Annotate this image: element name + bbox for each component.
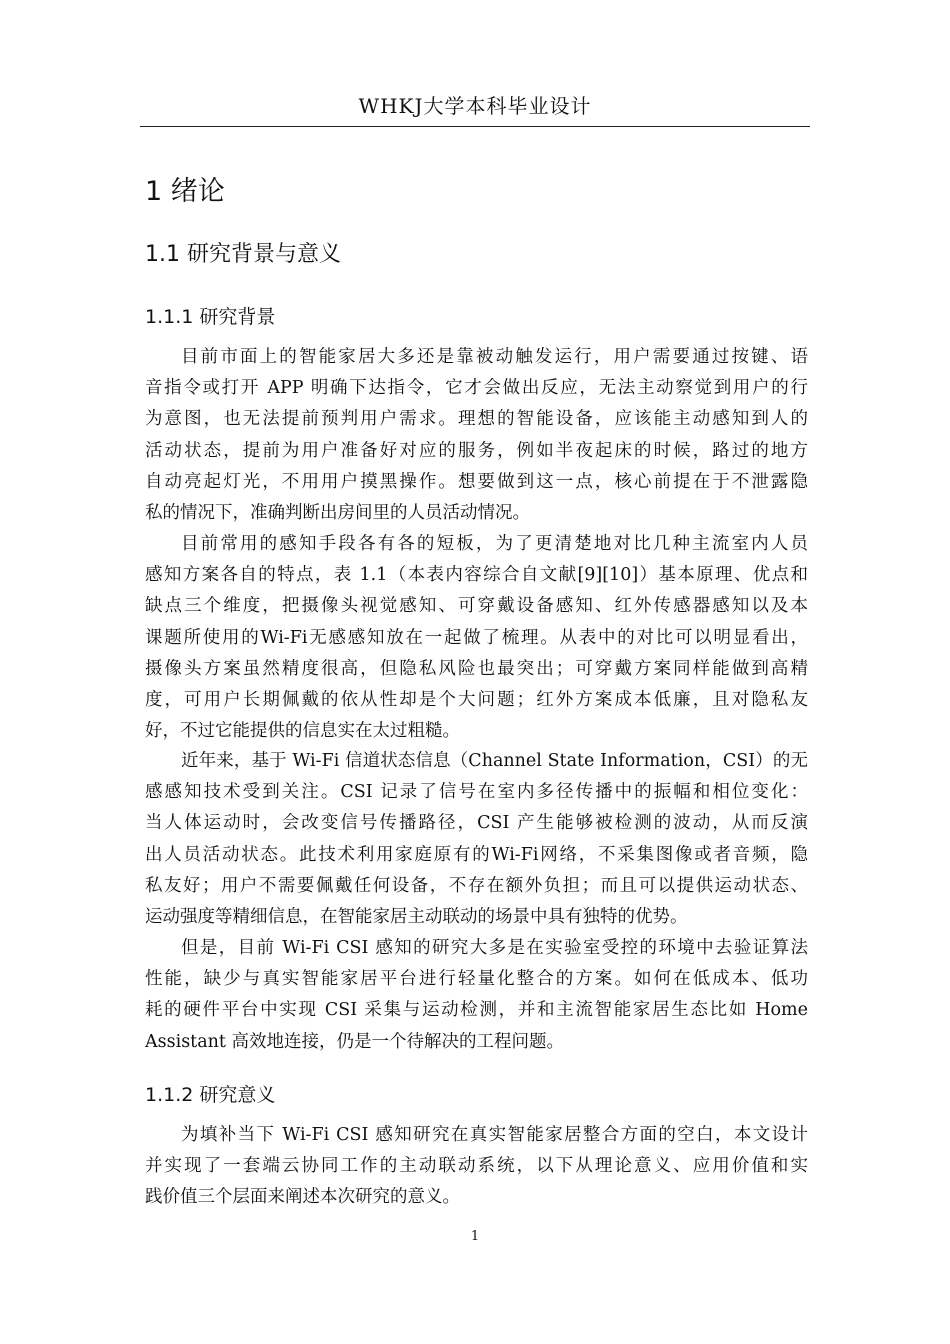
text-line: 并实现了一套端云协同工作的主动联动系统，以下从理论意义、应用价值和实 bbox=[145, 1156, 808, 1177]
paragraph-background-2 bbox=[145, 529, 808, 747]
text-line: 摄像头方案虽然精度很高，但隐私风险也最突出；可穿戴方案同样能做到高精 bbox=[145, 658, 808, 679]
text-line: 目前常用的感知手段各有各的短板，为了更清楚地对比几种主流室内人员 bbox=[181, 534, 808, 554]
text-line: 当人体运动时，会改变信号传播路径，CSI 产生能够被检测的波动，从而反演 bbox=[145, 813, 808, 834]
chapter-title: 1 绪论 bbox=[145, 176, 225, 207]
section-title: 1.1 研究背景与意义 bbox=[145, 242, 341, 267]
paragraph-significance-1 bbox=[145, 1120, 808, 1214]
text-line: 课题所使用的Wi-Fi无感感知放在一起做了梳理。从表中的对比可以明显看出， bbox=[145, 627, 808, 648]
paragraph-background-3 bbox=[145, 746, 808, 933]
subsection-title-significance: 1.1.2 研究意义 bbox=[145, 1084, 276, 1106]
text-line: 好，不过它能提供的信息实在太过粗糙。 bbox=[145, 721, 460, 742]
text-line: 但是，目前 Wi-Fi CSI 感知的研究大多是在实验室受控的环境中去验证算法 bbox=[181, 938, 808, 958]
text-line: 耗的硬件平台中实现 CSI 采集与运动检测，并和主流智能家居生态比如 Home bbox=[145, 1000, 808, 1021]
text-line: 为填补当下 Wi-Fi CSI 感知研究在真实智能家居整合方面的空白，本文设计 bbox=[181, 1125, 808, 1145]
paragraph-background-1 bbox=[145, 342, 808, 529]
text-line: 自动亮起灯光，不用用户摸黑操作。想要做到这一点，核心前提在于不泄露隐 bbox=[145, 471, 808, 492]
header-title: WHKJ大学本科毕业设计 bbox=[358, 94, 592, 118]
text-line: 活动状态，提前为用户准备好对应的服务，例如半夜起床的时候，路过的地方 bbox=[145, 440, 808, 461]
text-line: 私的情况下，准确判断出房间里的人员活动情况。 bbox=[145, 502, 530, 523]
text-line: 出人员活动状态。此技术利用家庭原有的Wi-Fi网络，不采集图像或者音频，隐 bbox=[145, 844, 808, 865]
text-line: 音指令或打开 APP 明确下达指令，它才会做出反应，无法主动察觉到用户的行 bbox=[145, 378, 808, 399]
subsection-title-background: 1.1.1 研究背景 bbox=[145, 306, 276, 328]
text-line: 缺点三个维度，把摄像头视觉感知、可穿戴设备感知、红外传感器感知以及本 bbox=[145, 596, 808, 617]
page-header bbox=[140, 92, 810, 127]
text-line: 目前市面上的智能家居大多还是靠被动触发运行，用户需要通过按键、语 bbox=[181, 347, 808, 367]
page-number: 1 bbox=[470, 1229, 480, 1244]
text-line: 感知方案各自的特点，表 1.1（本表内容综合自文献[9][10]）基本原理、优点和 bbox=[145, 565, 808, 586]
text-line: 为意图，也无法提前预判用户需求。理想的智能设备，应该能主动感知到人的 bbox=[145, 409, 808, 430]
text-line: 践价值三个层面来阐述本次研究的意义。 bbox=[145, 1187, 460, 1208]
text-line: 性能，缺少与真实智能家居平台进行轻量化整合的方案。如何在低成本、低功 bbox=[145, 969, 808, 990]
text-line: 运动强度等精细信息，在智能家居主动联动的场景中具有独特的优势。 bbox=[145, 906, 688, 927]
text-line: 近年来，基于 Wi-Fi 信道状态信息（Channel State Information，CSI）的无 bbox=[181, 751, 808, 771]
paragraph-background-4 bbox=[145, 933, 808, 1058]
text-line: Assistant 高效地连接，仍是一个待解决的工程问题。 bbox=[145, 1031, 565, 1052]
text-line: 度，可用户长期佩戴的依从性却是个大问题；红外方案成本低廉，且对隐私友 bbox=[145, 689, 808, 710]
text-line: 私友好；用户不需要佩戴任何设备，不存在额外负担；而且可以提供运动状态、 bbox=[145, 875, 808, 896]
text-line: 感感知技术受到关注。CSI 记录了信号在室内多径传播中的振幅和相位变化： bbox=[145, 782, 808, 803]
